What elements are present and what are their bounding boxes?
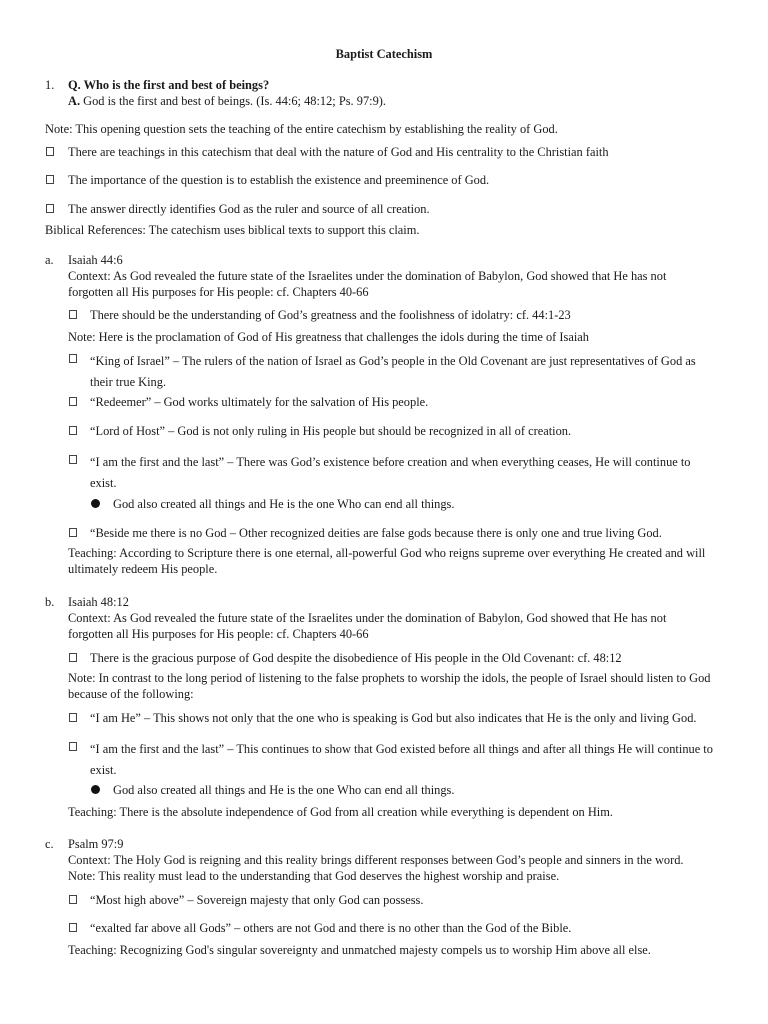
section-note: Note: In contrast to the long period of listening to the false prophets to worship the idols, the people of Israel should listen to God because of the following: — [68, 671, 711, 701]
section-bullet: “Most high above” – Sovereign majesty that only God can possess. — [90, 893, 424, 907]
section-teaching: Teaching: Recognizing God's singular sovereignty and unmatched majesty compels us to worship Him above all else. — [68, 943, 651, 957]
section-bullet: “Lord of Host” – God is not only ruling in His people but should be recognized in all of creation. — [90, 424, 572, 438]
section-teaching: Teaching: According to Scripture there is one eternal, all-powerful God who reigns supreme over everything He created and will ultimately redeem His people. — [68, 546, 706, 576]
section-sub-bullet: God also created all things and He is the one Who can end all things. — [113, 497, 455, 511]
filled-bullet-icon — [91, 499, 100, 508]
bullet-glyph-icon — [69, 742, 77, 751]
section-reference: Isaiah 48:12 — [68, 595, 129, 609]
section-bullet: There is the gracious purpose of God despite the disobedience of His people in the Old Covenant: cf. 48:12 — [90, 651, 622, 665]
section-context: Context: As God revealed the future state of the Israelites under the domination of Babylon, God showed that He has not forgotten all His purposes for His people: cf. Chapters 40-66 — [68, 269, 667, 299]
filled-bullet-icon — [91, 785, 100, 794]
section-bullet: “Redeemer” – God works ultimately for the salvation of His people. — [90, 395, 429, 409]
section-bullet: “I am the first and the last” – There was God’s existence before creation and when everything ceases, He will continue to exist. — [90, 455, 691, 490]
intro-bullet: The answer directly identifies God as the ruler and source of all creation. — [68, 202, 430, 216]
section-reference: Psalm 97:9 — [68, 837, 124, 851]
section-marker: a. — [45, 253, 54, 267]
section-context: Context: The Holy God is reigning and this reality brings different responses between God’s people and sinners in the word. — [68, 853, 684, 867]
bullet-glyph-icon — [69, 455, 77, 464]
biblical-references: Biblical References: The catechism uses biblical texts to support this claim. — [45, 223, 420, 237]
section-marker: c. — [45, 837, 54, 851]
section-bullet: “King of Israel” – The rulers of the nation of Israel as God’s people in the Old Covenant are just representatives of God as their true King. — [90, 354, 696, 389]
bullet-glyph-icon — [69, 923, 77, 932]
bullet-glyph-icon — [46, 147, 54, 156]
bullet-glyph-icon — [69, 653, 77, 662]
question-number: 1. — [45, 78, 55, 92]
bullet-glyph-icon — [69, 426, 77, 435]
section-reference: Isaiah 44:6 — [68, 253, 123, 267]
section-bullet: There should be the understanding of God’s greatness and the foolishness of idolatry: cf. 44:1-23 — [90, 308, 571, 322]
section-marker: b. — [45, 595, 55, 609]
section-bullet: “exalted far above all Gods” – others are not God and there is no other than the God of the Bible. — [90, 921, 572, 935]
intro-bullet: The importance of the question is to establish the existence and preeminence of God. — [68, 173, 490, 187]
section-sub-bullet: God also created all things and He is the one Who can end all things. — [113, 783, 455, 797]
section-bullet: “Beside me there is no God – Other recognized deities are false gods because there is only one and true living God. — [90, 526, 662, 540]
section-bullet: “I am He” – This shows not only that the one who is speaking is God but also indicates that He is the only and living God. — [90, 711, 697, 725]
bullet-glyph-icon — [69, 354, 77, 363]
section-note: Note: Here is the proclamation of God of His greatness that challenges the idols during the time of Isaiah — [68, 330, 589, 344]
intro-bullet: There are teachings in this catechism that deal with the nature of God and His centrality to the Christian faith — [68, 145, 609, 159]
section-context: Context: As God revealed the future state of the Israelites under the domination of Babylon, God showed that He has not forgotten all His purposes for His people: cf. Chapters 40-66 — [68, 611, 667, 641]
section-bullet: “I am the first and the last” – This continues to show that God existed before all things and after all things He will continue to exist. — [90, 742, 713, 777]
bullet-glyph-icon — [69, 713, 77, 722]
answer-text: God is the first and best of beings. (Is. 44:6; 48:12; Ps. 97:9). — [80, 94, 387, 108]
section-note: Note: This reality must lead to the understanding that God deserves the highest worship and praise. — [68, 869, 560, 883]
intro-note: Note: This opening question sets the teaching of the entire catechism by establishing the reality of God. — [45, 122, 558, 136]
question-text: Q. Who is the first and best of beings? — [68, 78, 270, 92]
bullet-glyph-icon — [46, 204, 54, 213]
bullet-glyph-icon — [46, 175, 54, 184]
section-teaching: Teaching: There is the absolute independence of God from all creation while everything is dependent on Him. — [68, 805, 613, 819]
bullet-glyph-icon — [69, 310, 77, 319]
answer-line — [68, 93, 386, 109]
document-title: Baptist Catechism — [335, 47, 433, 61]
bullet-glyph-icon — [69, 895, 77, 904]
bullet-glyph-icon — [69, 397, 77, 406]
answer-label: A. — [68, 94, 81, 108]
bullet-glyph-icon — [69, 528, 77, 537]
